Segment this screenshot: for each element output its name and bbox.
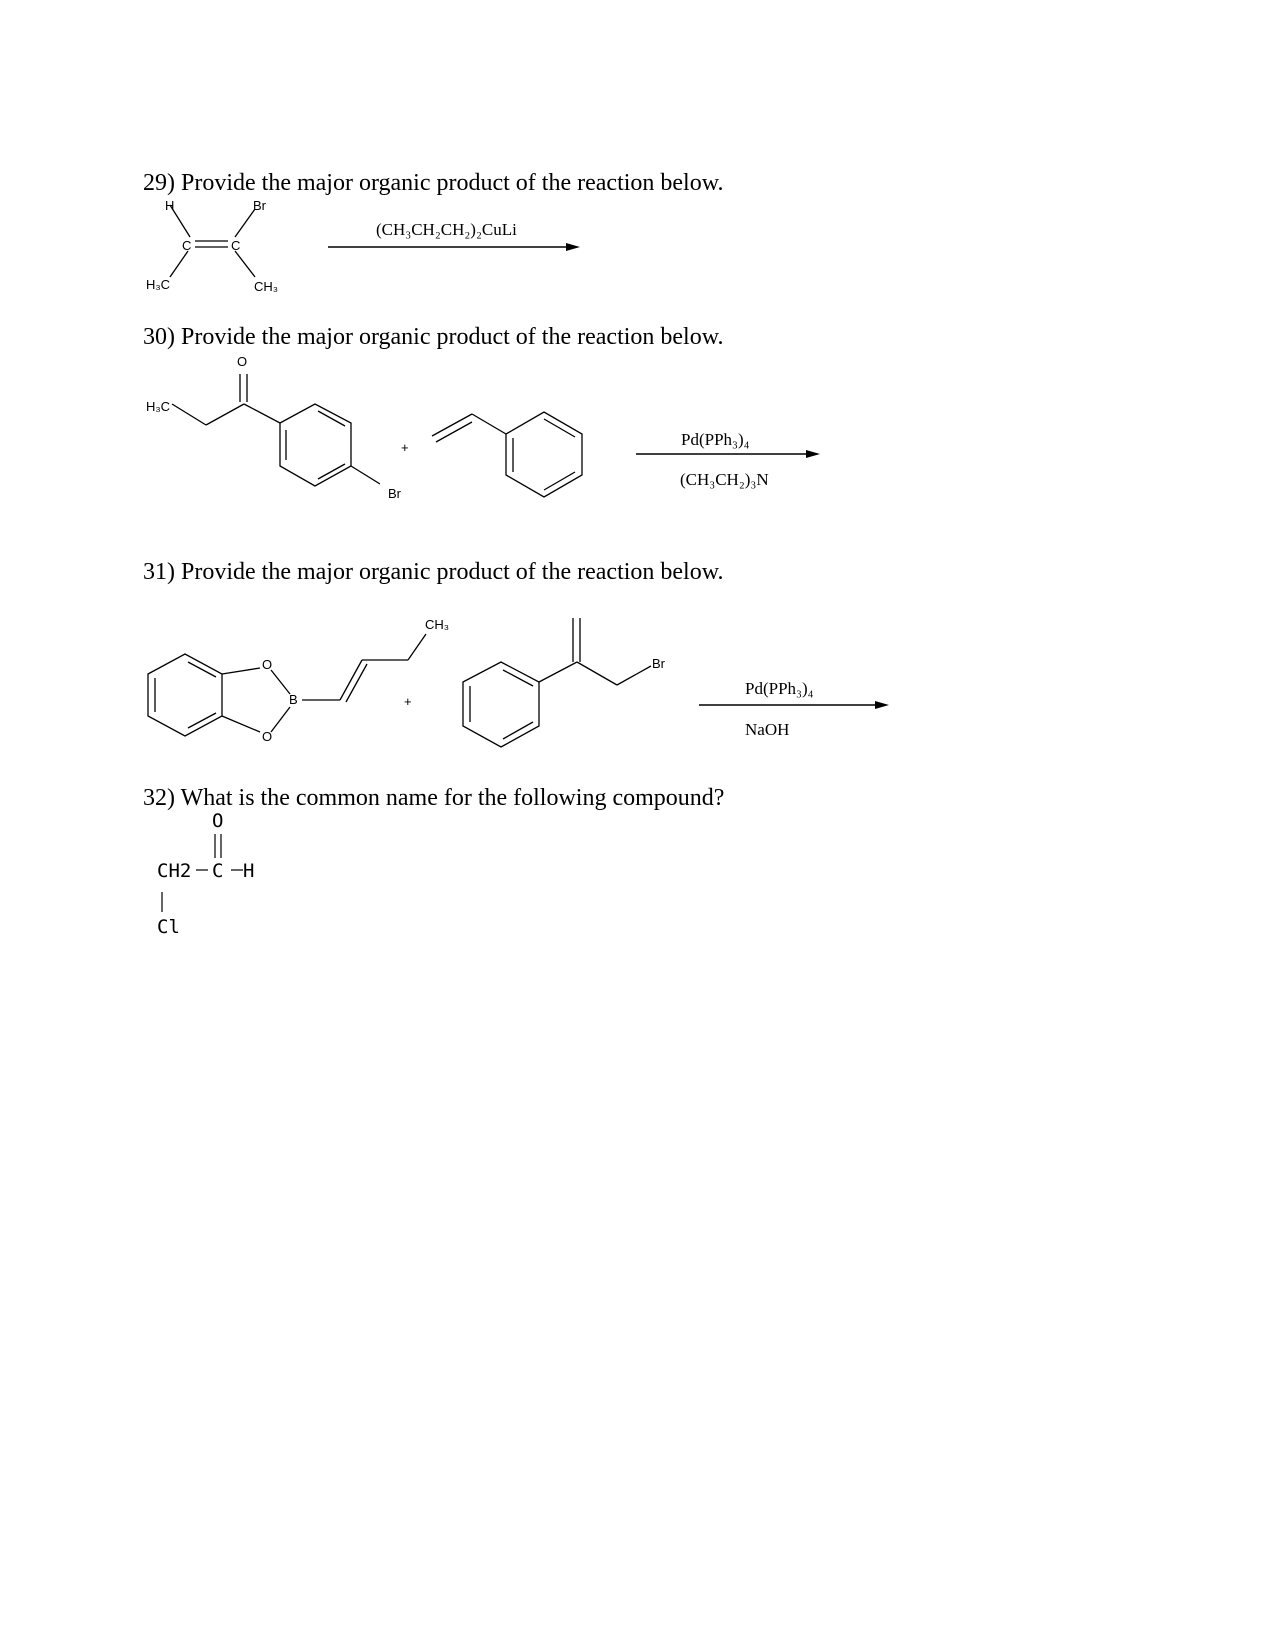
atom-h: H xyxy=(165,198,175,213)
atom-o: O xyxy=(237,354,248,369)
plus-sign: + xyxy=(401,440,409,455)
catecholborane-structure xyxy=(140,612,460,752)
question-30 xyxy=(143,324,724,351)
atom-ch2: CH2 xyxy=(157,860,192,882)
reagent-label: NaOH xyxy=(745,720,790,739)
atom-ch3: CH₃ xyxy=(425,617,450,632)
reaction-arrow xyxy=(699,698,891,712)
reagent-label: (CH₃CH₂)₃N xyxy=(680,470,769,489)
question-number: 31) xyxy=(143,559,175,585)
reagent-label: (CH₃CH₂CH₂)₂CuLi xyxy=(376,220,517,239)
atom-h3c: H₃C xyxy=(146,277,171,292)
allyl-bromide-structure xyxy=(455,610,675,760)
atom-cl: Cl xyxy=(157,916,180,938)
styrene-structure xyxy=(428,400,588,500)
question-31 xyxy=(143,559,724,586)
question-text: Provide the major organic product of the reaction below. xyxy=(181,324,724,350)
question-29 xyxy=(143,170,724,197)
atom-o: O xyxy=(212,810,224,832)
reagent-label: Pd(PPh₃)₄ xyxy=(745,679,814,698)
atom-b: B xyxy=(289,692,298,707)
question-text: Provide the major organic product of the reaction below. xyxy=(181,170,724,196)
question-number: 30) xyxy=(143,324,175,350)
atom-c: C xyxy=(212,860,224,882)
atom-o: O xyxy=(262,657,273,672)
atom-o: O xyxy=(262,729,273,744)
reaction-arrow xyxy=(636,447,822,461)
question-number: 32) xyxy=(143,785,175,811)
atom-c: C xyxy=(182,238,192,253)
atom-ch3: CH₃ xyxy=(254,279,279,294)
reagent-label: Pd(PPh₃)₄ xyxy=(681,430,750,449)
atom-br: Br xyxy=(388,486,401,501)
atom-c: C xyxy=(231,238,241,253)
reaction-arrow xyxy=(328,240,583,254)
bromophenyl-ketone-structure xyxy=(140,360,380,500)
atom-h3c: H₃C xyxy=(146,399,171,414)
question-text: What is the common name for the following compound? xyxy=(180,785,725,811)
atom-br: Br xyxy=(253,198,266,213)
question-number: 29) xyxy=(143,170,175,196)
plus-sign: + xyxy=(404,694,412,709)
atom-h: H xyxy=(243,860,255,882)
question-32 xyxy=(143,785,724,812)
question-text: Provide the major organic product of the reaction below. xyxy=(181,559,724,585)
atom-br: Br xyxy=(652,656,665,671)
